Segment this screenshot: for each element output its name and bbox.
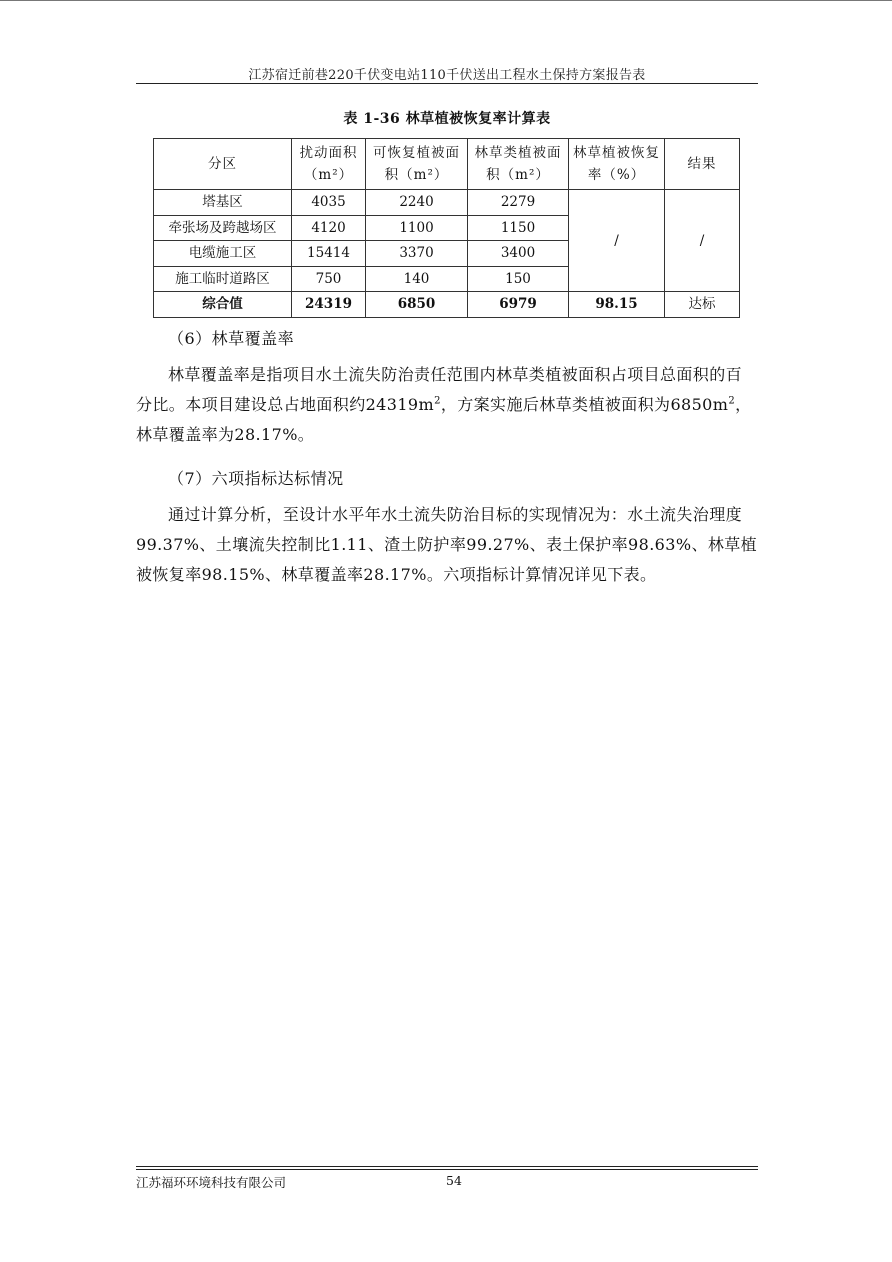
cell-disturbed-area: 4120	[292, 215, 366, 241]
paragraph-six-indicators: 通过计算分析，至设计水平年水土流失防治目标的实现情况为：水土流失治理度99.37%、土壤流失控制比1.11、渣土防护率99.27%、表土保护率98.63%、林草植被恢复率98.15%、林草覆盖率28.17%。六项指标计算情况详见下表。	[136, 505, 758, 584]
cell-disturbed-area: 15414	[292, 241, 366, 267]
column-header-result: 结果	[665, 139, 740, 190]
cell-vegetation-area: 1150	[468, 215, 569, 241]
cell-result-merged: /	[665, 190, 740, 292]
superscript-2: 2	[728, 395, 736, 407]
cell-disturbed-area: 750	[292, 266, 366, 292]
column-header-restoration-rate: 林草植被恢复率（%）	[569, 139, 665, 190]
footer-rule	[136, 1166, 758, 1167]
section-heading-six-indicators: （7）六项指标达标情况	[168, 469, 344, 488]
table-caption: 表 1-36 林草植被恢复率计算表	[343, 111, 551, 127]
cell-zone: 施工临时道路区	[154, 266, 292, 292]
cell-vegetation-area: 3400	[468, 241, 569, 267]
cell-restoration-rate-merged: /	[569, 190, 665, 292]
paragraph-text-part-c: ，林草覆盖率为28.17%。	[136, 395, 752, 444]
table-header-row	[154, 139, 740, 190]
paragraph-text-part-a: 林草覆盖率是指项目水土流失防治责任范围内林草类植被面积占项目总面积的百分比。本项目建设总占地面积约24319m	[136, 365, 743, 414]
cell-total-label: 综合值	[154, 292, 292, 318]
footer-rule	[136, 1169, 758, 1170]
table-total-row	[154, 292, 740, 318]
cell-vegetation-area: 2279	[468, 190, 569, 216]
header-rule	[136, 83, 758, 84]
cell-total-vegetation: 6979	[468, 292, 569, 318]
cell-total-result: 达标	[665, 292, 740, 318]
cell-total-rate: 98.15	[569, 292, 665, 318]
cell-total-restorable: 6850	[366, 292, 468, 318]
cell-total-disturbed: 24319	[292, 292, 366, 318]
column-header-vegetation-area: 林草类植被面积（m²）	[468, 139, 569, 190]
column-header-disturbed-area: 扰动面积（m²）	[292, 139, 366, 190]
cell-zone: 牵张场及跨越场区	[154, 215, 292, 241]
page-number: 54	[446, 1173, 462, 1188]
cell-restorable-area: 140	[366, 266, 468, 292]
table-row	[154, 190, 740, 216]
running-header: 江苏宿迁前巷220千伏变电站110千伏送出工程水土保持方案报告表	[248, 68, 646, 83]
page-top-border	[0, 0, 892, 1]
cell-disturbed-area: 4035	[292, 190, 366, 216]
column-header-zone: 分区	[154, 139, 292, 190]
cell-zone: 塔基区	[154, 190, 292, 216]
footer-company: 江苏福环环境科技有限公司	[136, 1175, 287, 1190]
column-header-restorable-area: 可恢复植被面积（m²）	[366, 139, 468, 190]
cell-zone: 电缆施工区	[154, 241, 292, 267]
vegetation-restoration-table	[153, 138, 740, 318]
section-heading-vegetation-coverage: （6）林草覆盖率	[168, 329, 295, 348]
paragraph-vegetation-coverage	[136, 360, 758, 450]
cell-restorable-area: 1100	[366, 215, 468, 241]
cell-vegetation-area: 150	[468, 266, 569, 292]
cell-restorable-area: 3370	[366, 241, 468, 267]
paragraph-text-part-b: ，方案实施后林草类植被面积为6850m	[440, 395, 729, 414]
superscript-2: 2	[434, 395, 441, 407]
cell-restorable-area: 2240	[366, 190, 468, 216]
